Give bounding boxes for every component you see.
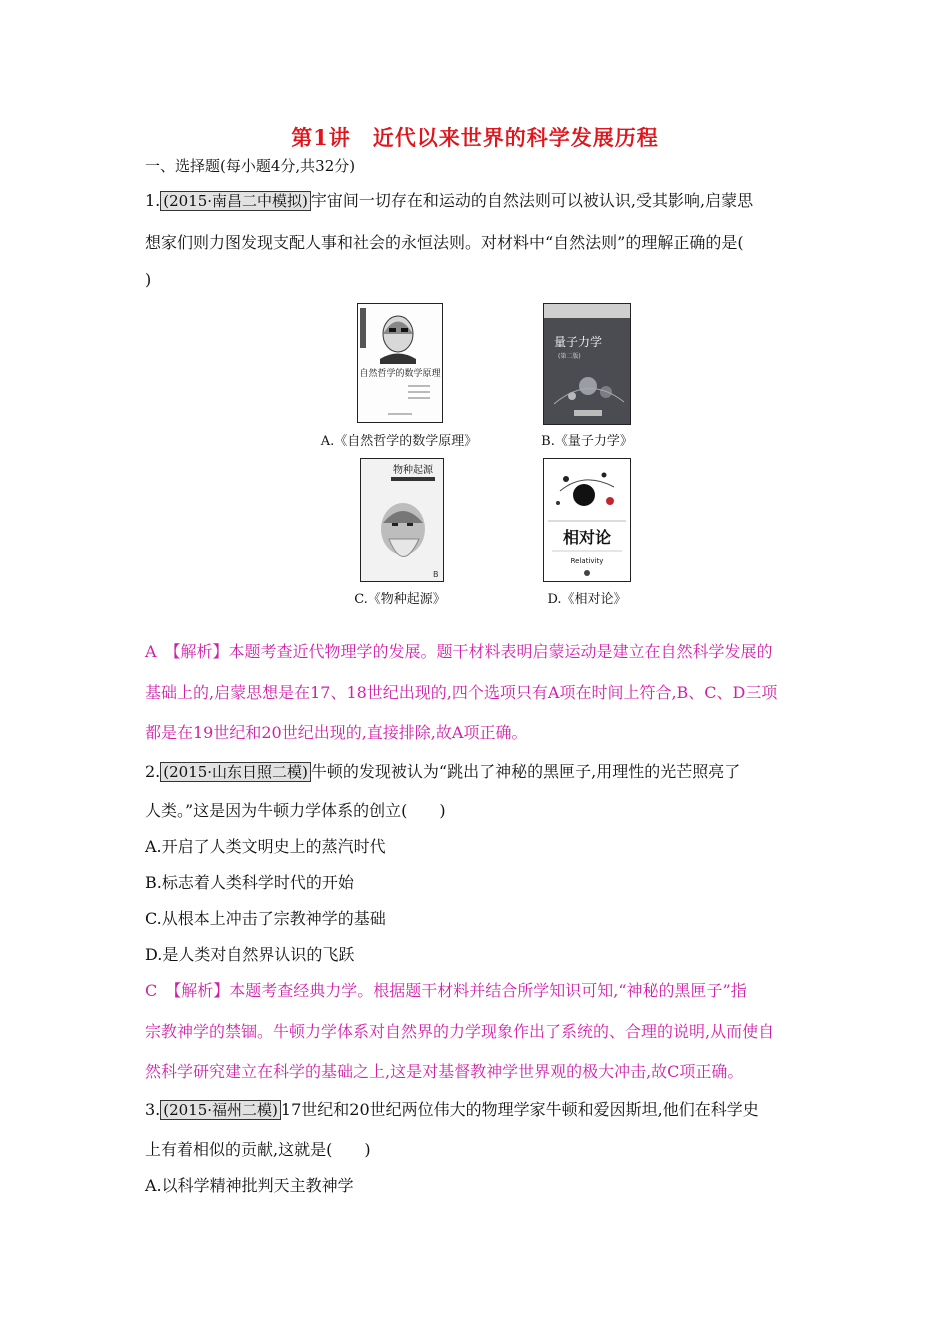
q2-analysis-line2: 宗教神学的禁锢。牛顿力学体系对自然界的力学现象作出了系统的、合理的说明,从而使自 [145, 1022, 775, 1041]
q1-line1 [145, 188, 753, 211]
option-c-caption: C.《物种起源》 [354, 592, 446, 607]
q1-source-tag: (2015·南昌二中模拟) [160, 191, 311, 211]
option-a-caption: A.《自然哲学的数学原理》 [320, 434, 478, 449]
q2-line1 [145, 759, 740, 782]
book-cover-origin-of-species [360, 458, 444, 582]
svg-text:相对论: 相对论 [562, 528, 612, 547]
q2-option-c: C.从根本上冲击了宗教神学的基础 [145, 909, 386, 928]
option-b-caption: B.《量子力学》 [541, 434, 633, 449]
q3-line1 [145, 1097, 759, 1120]
q3-number: 3. [145, 1100, 161, 1119]
section-heading: 一、选择题(每小题4分,共32分) [145, 157, 356, 175]
q3-stem-line1: 17世纪和20世纪两位伟大的物理学家牛顿和爱因斯坦,他们在科学史 [280, 1100, 759, 1119]
svg-text:量子力学: 量子力学 [554, 335, 603, 349]
q2-option-b: B.标志着人类科学时代的开始 [145, 873, 354, 892]
book-cover-principia [357, 303, 443, 423]
page-title: 第1讲 近代以来世界的科学发展历程 [291, 125, 659, 150]
q1-analysis-line2: 基础上的,启蒙思想是在17、18世纪出现的,四个选项只有A项在时间上符合,B、C、D三项 [145, 683, 778, 702]
q2-number: 2. [145, 762, 161, 781]
svg-text:物种起源: 物种起源 [393, 465, 433, 476]
book-cover-quantum [543, 303, 631, 425]
q3-option-a: A.以科学精神批判天主教神学 [145, 1176, 354, 1195]
q1-stem-line3: ) [145, 270, 152, 289]
q3-stem-line2: 上有着相似的贡献,这就是( ) [145, 1140, 371, 1159]
svg-text:自然哲学的数学原理: 自然哲学的数学原理 [359, 369, 441, 379]
svg-text:B: B [433, 570, 439, 579]
q1-number: 1. [145, 191, 161, 210]
q1-stem-line2: 想家们则力图发现支配人事和社会的永恒法则。对材料中“自然法则”的理解正确的是( [145, 233, 744, 252]
q3-source-tag: (2015·福州二模) [160, 1100, 281, 1120]
q2-stem-line2: 人类。”这是因为牛顿力学体系的创立( ) [145, 801, 446, 820]
q1-analysis-line3: 都是在19世纪和20世纪出现的,直接排除,故A项正确。 [145, 723, 528, 742]
book-cover-relativity [543, 458, 631, 582]
svg-text:Relativity: Relativity [570, 557, 604, 565]
q2-option-d: D.是人类对自然界认识的飞跃 [145, 945, 355, 964]
q1-stem-line1: 宇宙间一切存在和运动的自然法则可以被认识,受其影响,启蒙思 [310, 191, 754, 210]
q2-analysis-line3: 然科学研究建立在科学的基础之上,这是对基督教神学世界观的极大冲击,故C项正确。 [145, 1062, 744, 1081]
q2-stem-line1: 牛顿的发现被认为“跳出了神秘的黑匣子,用理性的光芒照亮了 [310, 762, 741, 781]
svg-text:(第二版): (第二版) [558, 353, 581, 360]
q2-option-a: A.开启了人类文明史上的蒸汽时代 [145, 837, 386, 856]
q1-analysis-line1: A 【解析】本题考查近代物理学的发展。题干材料表明启蒙运动是建立在自然科学发展的 [145, 642, 773, 661]
q2-source-tag: (2015·山东日照二模) [160, 762, 311, 782]
option-d-caption: D.《相对论》 [547, 592, 627, 607]
q2-analysis-line1: C 【解析】本题考查经典力学。根据题干材料并结合所学知识可知,“神秘的黑匣子”指 [145, 981, 747, 1000]
